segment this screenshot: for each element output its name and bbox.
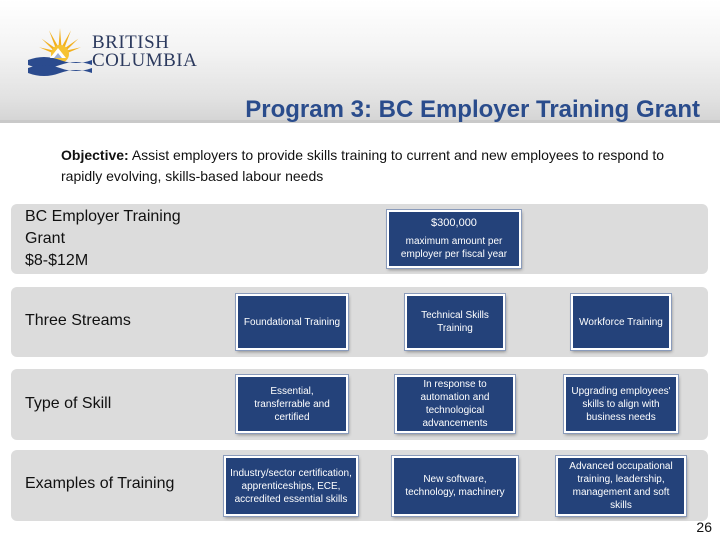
stream-workforce-box: Workforce Training — [571, 294, 671, 350]
stream-technical-box: Technical Skills Training — [405, 294, 505, 350]
streams-label: Three Streams — [25, 312, 131, 329]
stream-foundational-box: Foundational Training — [236, 294, 348, 350]
page-title: Program 3: BC Employer Training Grant — [245, 96, 700, 123]
skill-label: Type of Skill — [25, 395, 112, 412]
logo-wordmark: BRITISH COLUMBIA — [92, 32, 198, 71]
objective-body: Assist employers to provide skills training to current and new employees to respond to rapidly evolving, skills-based labour needs — [61, 147, 665, 184]
example-certification-box: Industry/sector certification, apprenticeships, ECE, accredited essential skills — [224, 456, 358, 516]
grant-amount: $300,000 — [431, 217, 477, 229]
skill-upgrading-box: Upgrading employees' skills to align with business needs — [564, 375, 678, 433]
example-software-box: New software, technology, machinery — [392, 456, 518, 516]
objective-text — [61, 145, 701, 187]
examples-label: Examples of Training — [25, 475, 175, 492]
grant-amount-box — [387, 210, 521, 268]
example-advanced-box: Advanced occupational training, leadership, management and soft skills — [556, 456, 686, 516]
grant-label: BC Employer Training Grant $8-$12M — [25, 208, 181, 269]
grant-amount-desc: maximum amount per employer per fiscal year — [400, 236, 508, 260]
skill-automation-box: In response to automation and technological advancements — [395, 375, 515, 433]
page-number: 26 — [696, 519, 712, 535]
grant-row — [11, 204, 708, 274]
skill-essential-box: Essential, transferrable and certified — [236, 375, 348, 433]
objective-label: Objective: — [61, 147, 129, 163]
